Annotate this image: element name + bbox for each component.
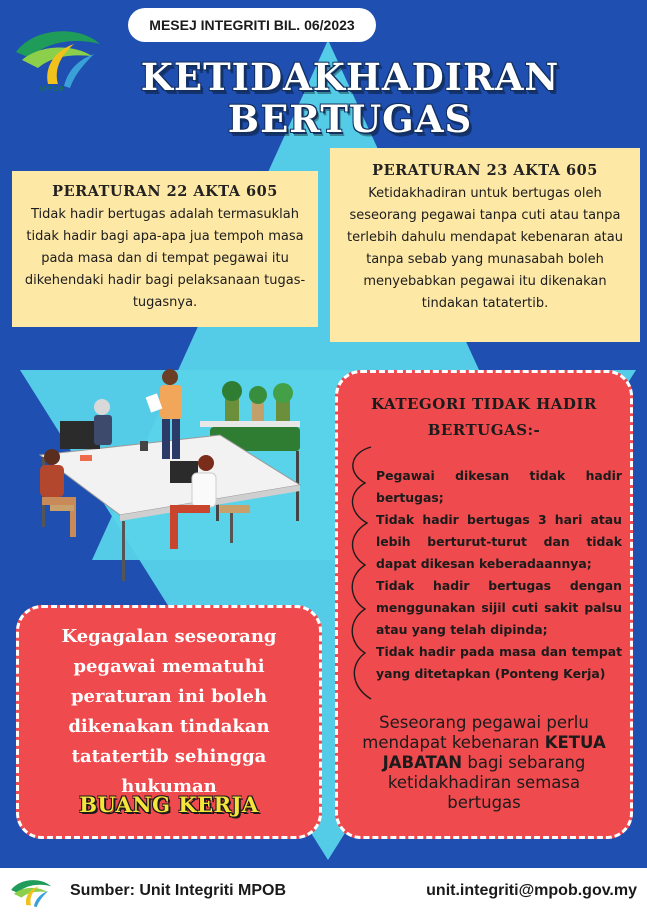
category-item: Tidak hadir bertugas 3 hari atau lebih berturut-turut dan tidak dapat dikesan keberadaannya; [376,512,622,571]
categories-heading: KATEGORI TIDAK HADIR BERTUGAS:- [371,395,597,439]
categories-list [376,465,622,685]
note-bold: KETUA JABATAN [382,733,606,772]
title-line-2: BERTUGAS [227,97,473,141]
rule-22-heading: PERATURAN 22 AKTA 605 [52,183,278,200]
rule-22-box [12,171,318,327]
footer-source: Sumber: Unit Integriti MPOB [70,882,286,899]
page-title [100,56,600,140]
mpob-logo-icon [8,14,108,94]
category-item: Tidak hadir pada masa dan tempat yang ditetapkan (Ponteng Kerja) [376,644,622,681]
note-before: Seseorang pegawai perlu mendapat kebenaran [362,713,589,752]
note-after: bagi sebarang ketidakhadiran semasa bertugas [387,753,586,812]
decorative-curl-icon [343,443,377,713]
category-item: Pegawai dikesan tidak hadir bertugas; [376,468,622,505]
rule-22-body: Tidak hadir bertugas adalah termasuklah tidak hadir bagi apa-apa jua tempoh masa pada masa dan di tempat pegawai itu dikehendaki hadir bagi pelaksanaan tugas-tugasnya. [24,207,306,310]
warning-message: Kegagalan seseorang pegawai mematuhi peraturan ini boleh dikenakan tindakan tatatertib sehingga hukuman [61,626,277,797]
warning-panel [16,605,322,839]
rule-23-body: Ketidakhadiran untuk bertugas oleh seseorang pegawai tanpa cuti atau tanpa terlebih dahulu mendapat kebenaran atau tanpa sebab yang munasabah boleh menyebabkan pegawai itu dikenakan tindakan tatatertib. [346,186,623,311]
logo-text: MPOB [40,86,65,93]
office-workers-illustration [20,365,320,585]
rule-23-heading: PERATURAN 23 AKTA 605 [372,162,598,179]
footer [0,868,647,915]
approval-note [350,713,618,813]
mpob-footer-logo-icon [6,872,56,910]
footer-email[interactable]: unit.integriti@mpob.gov.my [426,882,637,899]
message-number-pill: MESEJ INTEGRITI BIL. 06/2023 [128,8,376,42]
rule-23-box [330,148,640,342]
warning-highlight: BUANG KERJA [79,792,259,817]
category-item: Tidak hadir bertugas dengan menggunakan sijil cuti sakit palsu atau yang telah dipinda; [376,578,622,637]
title-line-1: KETIDAKHADIRAN [140,55,560,99]
categories-panel [335,370,633,839]
